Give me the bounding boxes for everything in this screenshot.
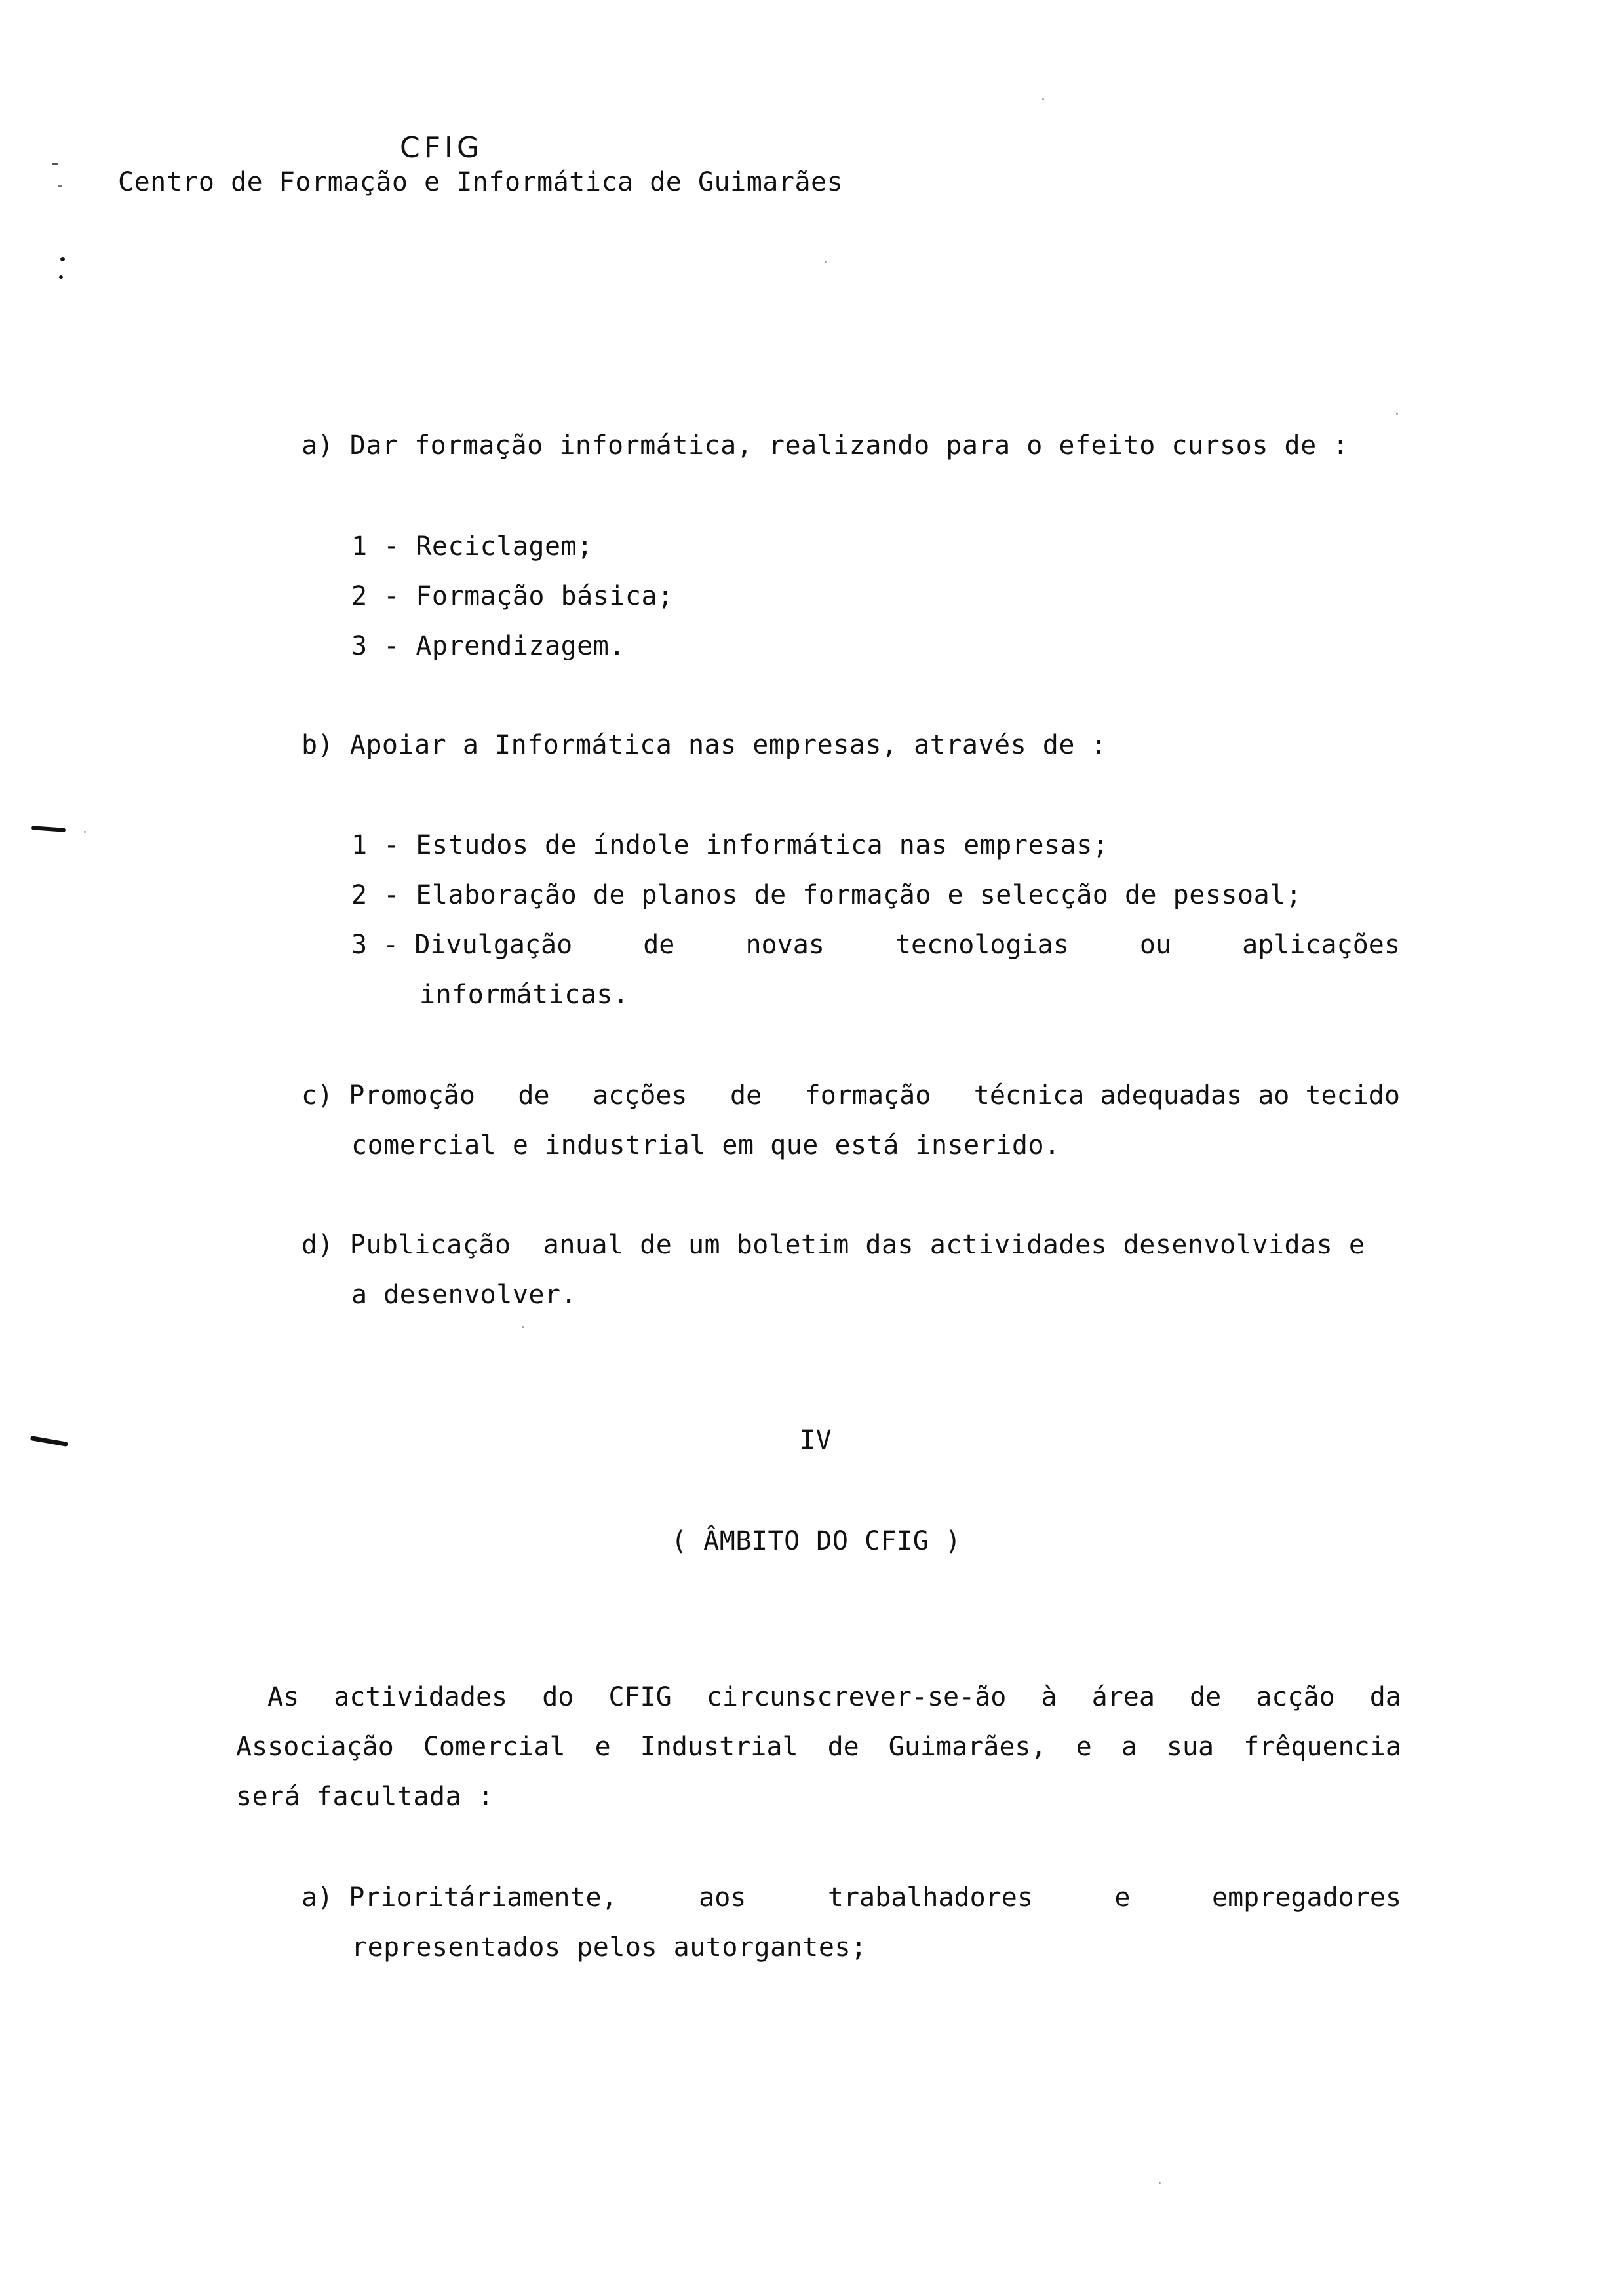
word: da — [1369, 1682, 1401, 1712]
scan-speck — [1396, 413, 1398, 415]
scan-speck — [84, 831, 86, 833]
word: empregadores — [1212, 1883, 1401, 1913]
section-b-item-2: 2 - Elaboração de planos de formação e selecção de pessoal; — [351, 880, 1302, 910]
word: e — [594, 1732, 611, 1762]
word: novas — [745, 930, 825, 960]
section-c-line-2: comercial e industrial em que está inserido. — [351, 1130, 1060, 1160]
list-a2-line-2: representados pelos autorgantes; — [351, 1932, 867, 1962]
word: tecnologias — [895, 930, 1069, 960]
list-a2-line-1 — [302, 1885, 1401, 1911]
word: c) Promoção — [302, 1081, 475, 1111]
word: de — [518, 1081, 550, 1111]
word: ou — [1139, 930, 1172, 960]
scan-speck — [1159, 2182, 1161, 2184]
word: de — [1190, 1682, 1222, 1712]
word: do — [542, 1682, 574, 1712]
word: Associação — [236, 1732, 394, 1762]
word: de — [730, 1081, 762, 1111]
margin-dot — [60, 257, 65, 261]
chapter-number: IV — [800, 1425, 832, 1455]
section-a-item-1: 1 - Reciclagem; — [351, 531, 593, 562]
binding-mark — [31, 826, 66, 832]
word: As — [267, 1682, 300, 1712]
word: trabalhadores — [827, 1883, 1033, 1913]
word: técnica adequadas ao tecido — [973, 1081, 1400, 1111]
section-b-item-1: 1 - Estudos de índole informática nas empresas; — [351, 830, 1109, 860]
section-c-line-1 — [302, 1082, 1400, 1109]
body-line-3: será facultada : — [236, 1782, 494, 1812]
word: CFIG — [608, 1682, 672, 1712]
body-line-2 — [236, 1734, 1401, 1760]
scan-speck — [1042, 98, 1044, 100]
margin-speck — [52, 163, 58, 165]
word: e — [1114, 1883, 1131, 1913]
section-a-item-3: 3 - Aprendizagem. — [351, 631, 625, 661]
chapter-title: ( ÂMBITO DO CFIG ) — [671, 1526, 962, 1556]
word: frêquencia — [1243, 1732, 1401, 1762]
binding-mark — [30, 1436, 68, 1447]
word: formação — [804, 1081, 931, 1111]
word: à — [1041, 1682, 1057, 1712]
org-name: Centro de Formação e Informática de Guimarães — [118, 167, 844, 197]
word: actividades — [334, 1682, 508, 1712]
word: de — [643, 930, 675, 960]
scan-speck — [522, 1326, 524, 1328]
cfig-logo-text: CFIG — [400, 131, 484, 164]
section-b-item-3-line-1 — [351, 932, 1400, 958]
word: Industrial — [640, 1732, 798, 1762]
section-d-line-2: a desenvolver. — [351, 1280, 577, 1310]
word: de — [827, 1732, 859, 1762]
word: acção — [1256, 1682, 1335, 1712]
section-b-item-3-line-2: informáticas. — [419, 980, 629, 1010]
body-line-1 — [267, 1684, 1401, 1710]
word: e — [1076, 1732, 1092, 1762]
scan-speck — [825, 261, 827, 263]
word: Comercial — [423, 1732, 566, 1762]
word: sua — [1166, 1732, 1215, 1762]
word: aplicações — [1242, 930, 1400, 960]
margin-speck — [58, 185, 62, 187]
section-b-intro: b) Apoiar a Informática nas empresas, através de : — [302, 730, 1108, 760]
section-a-intro: a) Dar formação informática, realizando para o efeito cursos de : — [302, 430, 1349, 461]
section-a-item-2: 2 - Formação básica; — [351, 581, 674, 611]
word: Guimarães, — [888, 1732, 1047, 1762]
word: área — [1091, 1682, 1155, 1712]
margin-dot — [59, 275, 63, 279]
word: circunscrever-se-ão — [706, 1682, 1007, 1712]
section-d-line-1: d) Publicação anual de um boletim das actividades desenvolvidas e — [302, 1230, 1365, 1260]
word: acções — [593, 1081, 688, 1111]
word: 3 - Divulgação — [351, 930, 573, 960]
word: a) Prioritáriamente, — [302, 1883, 617, 1913]
word: a — [1121, 1732, 1137, 1762]
word: aos — [699, 1883, 747, 1913]
